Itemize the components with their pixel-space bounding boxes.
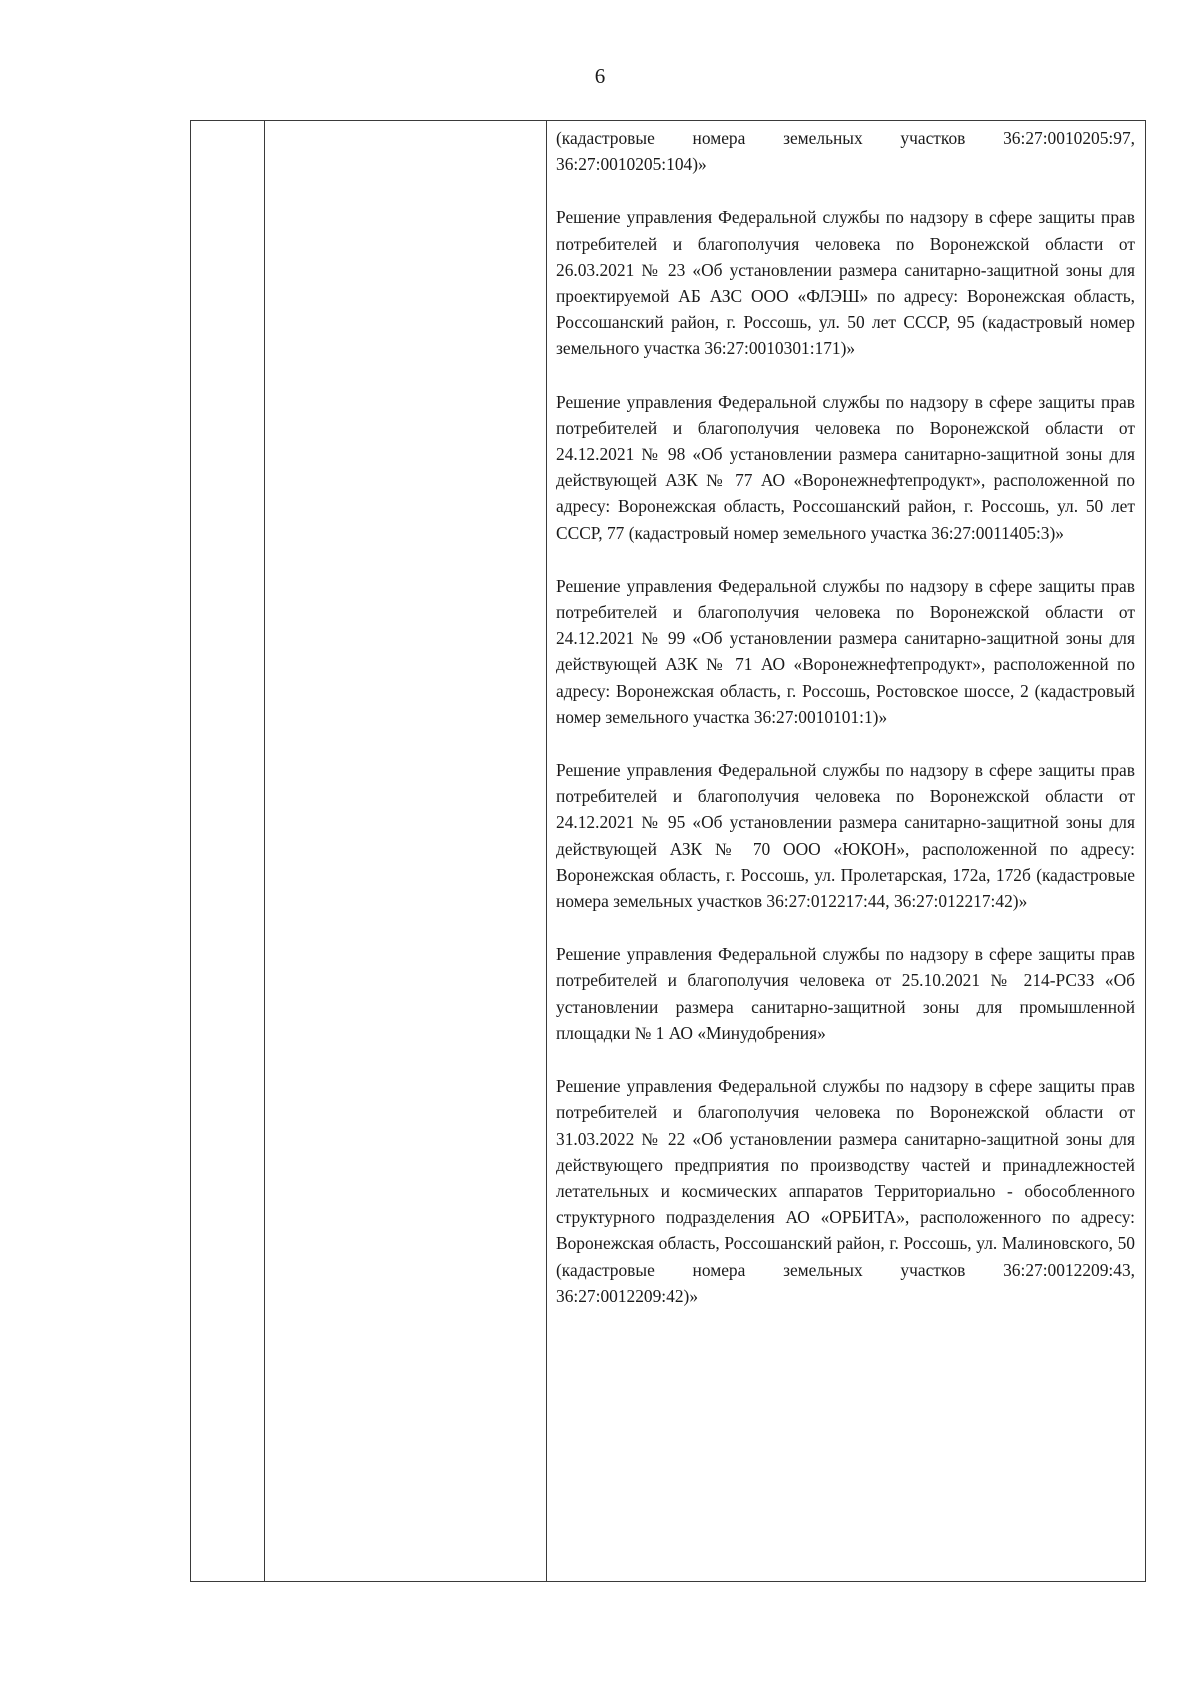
document-entry: Решение управления Федеральной службы по надзору в сфере защиты прав потребителей и благополучия человека по Воронежской области от 24.12.2021 № 98 «Об установлении размера санитарно-защитной зоны для действующей АЗК № 77 АО «Воронежнефтепродукт», расположенной по адресу: Воронежская область, Россошанский район, г. Россошь, ул. 50 лет СССР, 77 (кадастровый номер земельного участка 36:27:0011405:3)»	[556, 391, 1135, 543]
document-table	[190, 120, 1146, 1582]
document-entry: Решение управления Федеральной службы по надзору в сфере защиты прав потребителей и благополучия человека по Воронежской области от 26.03.2021 № 23 «Об установлении размера санитарно-защитной зоны для проектируемой АБ АЗС ООО «ФЛЭШ» по адресу: Воронежская область, Россошанский район, г. Россошь, ул. 50 лет СССР, 95 (кадастровый номер земельного участка 36:27:0010301:171)»	[556, 207, 1135, 359]
table-column-number	[191, 121, 265, 1581]
document-entry: Решение управления Федеральной службы по надзору в сфере защиты прав потребителей и благополучия человека по Воронежской области от 24.12.2021 № 99 «Об установлении размера санитарно-защитной зоны для действующей АЗК № 71 АО «Воронежнефтепродукт», расположенной по адресу: Воронежская область, г. Россошь, Ростовское шоссе, 2 (кадастровый номер земельного участка 36:27:0010101:1)»	[556, 575, 1135, 727]
page-number: 6	[594, 64, 606, 88]
document-entry: Решение управления Федеральной службы по надзору в сфере защиты прав потребителей и благополучия человека от 25.10.2021 № 214-РСЗЗ «Об установлении размера санитарно-защитной зоны для промышленной площадки № 1 АО «Минудобрения»	[556, 944, 1135, 1043]
document-entry: (кадастровые номера земельных участков 36:27:0010205:97, 36:27:0010205:104)»	[556, 128, 1135, 175]
table-column-documents	[547, 121, 1145, 1581]
table-column-name	[265, 121, 547, 1581]
document-entry: Решение управления Федеральной службы по надзору в сфере защиты прав потребителей и благополучия человека по Воронежской области от 24.12.2021 № 95 «Об установлении размера санитарно-защитной зоны для действующей АЗК № 70 ООО «ЮКОН», расположенной по адресу: Воронежская область, г. Россошь, ул. Пролетарская, 172а, 172б (кадастровые номера земельных участков 36:27:012217:44, 36:27:012217:42)»	[556, 760, 1135, 912]
document-entry: Решение управления Федеральной службы по надзору в сфере защиты прав потребителей и благополучия человека по Воронежской области от 31.03.2022 № 22 «Об установлении размера санитарно-защитной зоны для действующего предприятия по производству частей и принадлежностей летательных и космических аппаратов Территориально - обособленного структурного подразделения АО «ОРБИТА», расположенного по адресу: Воронежская область, Россошанский район, г. Россошь, ул. Малиновского, 50 (кадастровые номера земельных участков 36:27:0012209:43, 36:27:0012209:42)»	[556, 1076, 1135, 1306]
